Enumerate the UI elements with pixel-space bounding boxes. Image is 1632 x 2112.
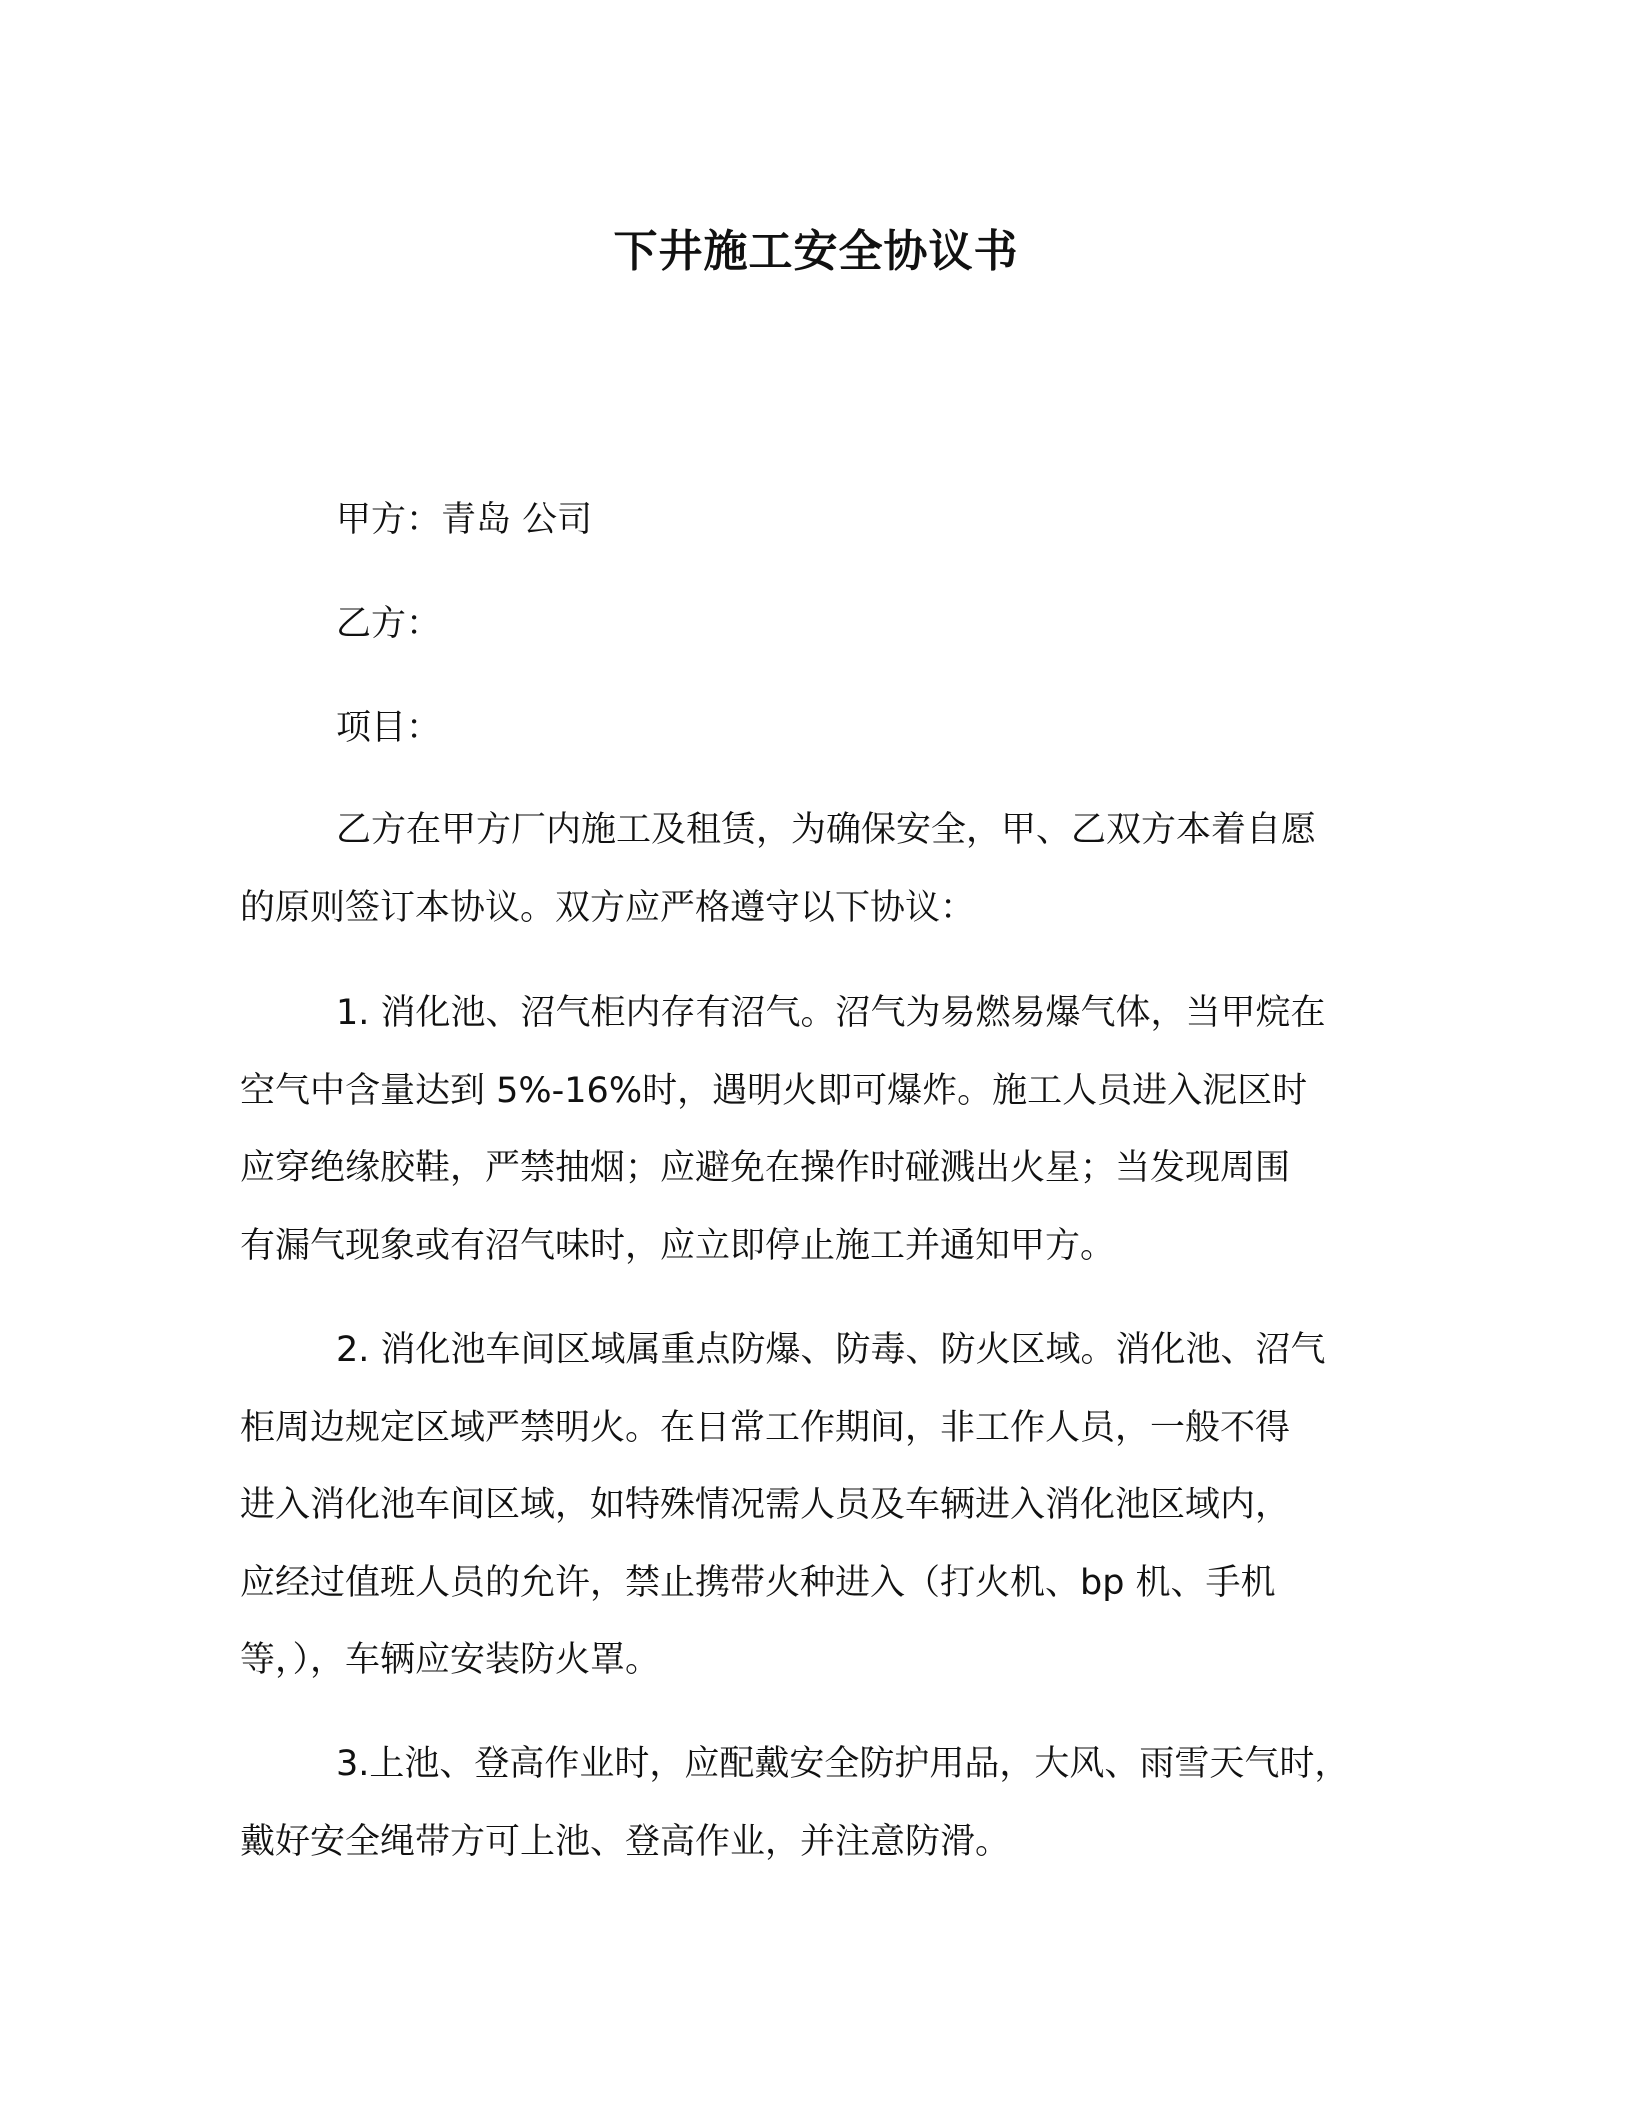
clause-2-line: 应经过值班人员的允许，禁止携带火种进入（打火机、bp 机、手机 <box>240 1562 1276 1603</box>
clause-1-paragraph <box>240 975 1400 1285</box>
party-b-field: 乙方： <box>336 604 442 644</box>
clause-3-line: 戴好安全绳带方可上池、登高作业，并注意防滑。 <box>240 1821 1011 1862</box>
clause-2-line: 柜周边规定区域严禁明火。在日常工作期间，非工作人员，一般不得 <box>240 1407 1291 1448</box>
intro-paragraph <box>240 792 1400 947</box>
clause-3-line: 3.上池、登高作业时，应配戴安全防护用品，大风、雨雪天气时， <box>336 1744 1350 1784</box>
clause-1-line: 空气中含量达到 5%-16%时，遇明火即可爆炸。施工人员进入泥区时 <box>240 1070 1308 1111</box>
clause-1-line: 应穿绝缘胶鞋，严禁抽烟；应避免在操作时碰溅出火星；当发现周围 <box>240 1148 1291 1188</box>
document-title: 下井施工安全协议书 <box>613 226 1019 277</box>
intro-line: 乙方在甲方厂内施工及租赁，为确保安全，甲、乙双方本着自愿 <box>336 810 1317 850</box>
clause-1-line: 有漏气现象或有沼气味时，应立即停止施工并通知甲方。 <box>240 1225 1116 1266</box>
project-field: 项目： <box>336 708 442 748</box>
clause-2-line: 等，），车辆应安装防火罩。 <box>240 1640 661 1680</box>
clause-3-paragraph <box>240 1726 1400 1881</box>
clause-1-line: 1. 消化池、沼气柜内存有沼气。沼气为易燃易爆气体，当甲烷在 <box>336 993 1326 1033</box>
clause-2-line: 进入消化池车间区域，如特殊情况需人员及车辆进入消化池区域内， <box>240 1485 1291 1525</box>
party-a-field: 甲方：青岛 公司 <box>336 500 593 540</box>
clause-2-line: 2. 消化池车间区域属重点防爆、防毒、防火区域。消化池、沼气 <box>336 1330 1326 1370</box>
intro-line: 的原则签订本协议。双方应严格遵守以下协议： <box>240 887 976 928</box>
clause-2-paragraph <box>240 1312 1400 1700</box>
